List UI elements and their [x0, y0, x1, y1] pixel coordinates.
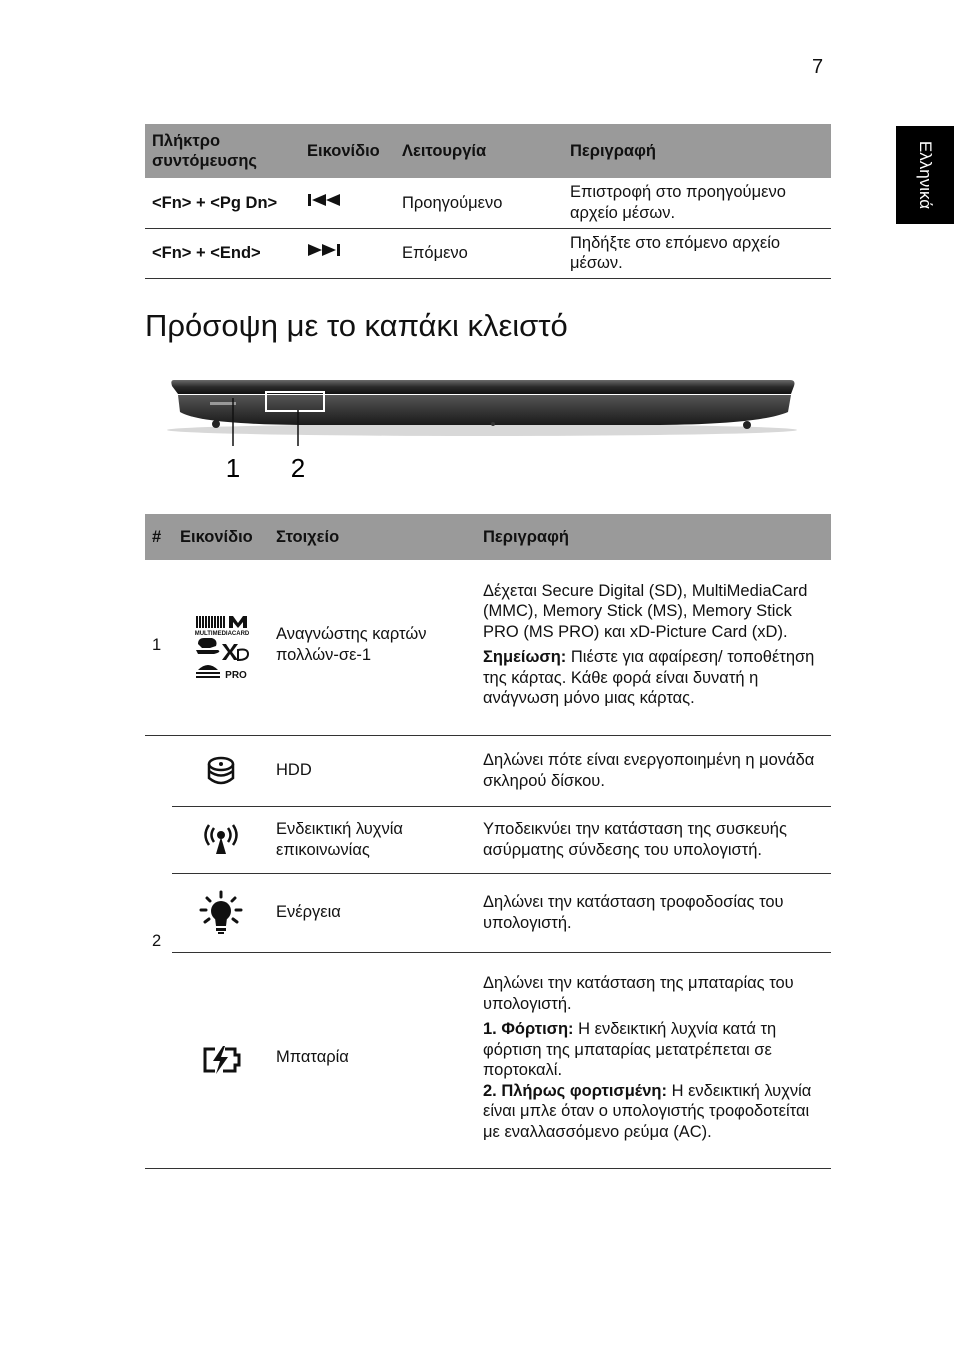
table-row	[145, 952, 831, 1168]
previous-track-icon	[307, 192, 345, 208]
laptop-front-figure	[160, 372, 800, 487]
table-header-row	[145, 124, 831, 178]
table-header-row	[145, 514, 831, 560]
shortcut-key: <Fn> + <End>	[145, 228, 300, 278]
item-description: Δηλώνει πότε είναι ενεργοποιημένη η μονάδα σκληρού δίσκου.	[476, 735, 831, 806]
item-description: Υποδεικνύει την κατάσταση της συσκευής ασύρματης σύνδεσης του υπολογιστή.	[476, 806, 831, 873]
function-label: Επόμενο	[395, 228, 563, 278]
shortcut-table	[145, 124, 831, 279]
header-function: Λειτουργία	[395, 124, 563, 178]
icon-cell	[300, 228, 395, 278]
icon-cell	[172, 873, 269, 952]
wireless-icon	[200, 823, 242, 857]
icon-cell	[172, 806, 269, 873]
item-description: Δηλώνει την κατάσταση τροφοδοσίας του υπολογιστή.	[476, 873, 831, 952]
header-number: #	[145, 514, 172, 560]
function-description: Πηδήξτε στο επόμενο αρχείο μέσων.	[563, 228, 831, 278]
status-fully-charged	[483, 1081, 824, 1143]
status-label: 1. Φόρτιση:	[483, 1020, 574, 1038]
header-description: Περιγραφή	[563, 124, 831, 178]
header-description: Περιγραφή	[476, 514, 831, 560]
card-logo-text-pro: PRO	[224, 670, 247, 681]
function-description: Επιστροφή στο προηγούμενο αρχείο μέσων.	[563, 178, 831, 228]
item-name: Ενδεικτική λυχνία επικοινωνίας	[269, 806, 476, 873]
row-number-label: 2	[152, 932, 162, 950]
page-number: 7	[812, 56, 824, 78]
row-number: 1	[145, 560, 172, 735]
power-icon	[199, 890, 243, 936]
note-text: Πιέστε για αφαίρεση/ τοποθέτηση της κάρτας. Κάθε φορά είναι δυνατή η ανάγνωση μόνο μιας κάρτας.	[483, 648, 815, 708]
callout-2: 2	[290, 453, 306, 483]
description-text: Δέχεται Secure Digital (SD), MultiMediaCard (MMC), Memory Stick (MS), Memory Stick PRO (MS PRO) και xD-Picture Card (xD).	[483, 581, 808, 641]
table-row	[145, 228, 831, 278]
status-charging	[483, 1019, 824, 1081]
table-row	[145, 806, 831, 873]
item-description	[476, 952, 831, 1168]
row-number	[145, 735, 172, 1168]
header-shortcut: Πλήκτρο συντόμευσης	[145, 124, 300, 178]
card-logo-text-multimedia: MULTIMEDIACARD	[194, 631, 249, 638]
header-icon: Εικονίδιο	[300, 124, 395, 178]
header-icon: Εικονίδιο	[172, 514, 269, 560]
icon-cell	[172, 560, 269, 735]
next-track-icon	[307, 242, 345, 258]
item-name: Αναγνώστης καρτών πολλών-σε-1	[269, 560, 476, 735]
table-row	[145, 178, 831, 228]
status-label: 2. Πλήρως φορτισμένη:	[483, 1081, 667, 1100]
battery-icon	[201, 1045, 241, 1075]
card-reader-icon	[188, 614, 254, 680]
item-name: Ενέργεια	[269, 873, 476, 952]
status-text: Η ενδεικτική λυχνία κατά τη φόρτιση της μπαταρίας μετατρέπεται σε πορτοκαλί.	[483, 1020, 777, 1079]
icon-cell	[172, 952, 269, 1168]
function-label: Προηγούμενο	[395, 178, 563, 228]
item-name: Μπαταρία	[269, 952, 476, 1168]
table-row	[145, 873, 831, 952]
icon-cell	[300, 178, 395, 228]
header-item: Στοιχείο	[269, 514, 476, 560]
description-text: Δηλώνει την κατάσταση της μπαταρίας του υπολογιστή.	[483, 974, 794, 1013]
note-paragraph	[483, 647, 824, 709]
language-tab	[896, 126, 954, 224]
note-label: Σημείωση:	[483, 648, 567, 667]
language-tab-label: Ελληνικά	[916, 140, 935, 210]
hdd-icon	[204, 754, 238, 788]
table-row	[145, 560, 831, 735]
items-table	[145, 514, 831, 1169]
icon-cell	[172, 735, 269, 806]
table-row	[145, 735, 831, 806]
status-text: Η ενδεικτική λυχνία είναι μπλε όταν ο υπολογιστής τροφοδοτείται με εναλλασσόμενο ρεύμα (AC).	[483, 1081, 812, 1141]
shortcut-key: <Fn> + <Pg Dn>	[145, 178, 300, 228]
item-name: HDD	[269, 735, 476, 806]
item-description	[476, 560, 831, 735]
section-title: Πρόσοψη με το καπάκι κλειστό	[145, 308, 568, 343]
callout-1: 1	[225, 453, 241, 483]
